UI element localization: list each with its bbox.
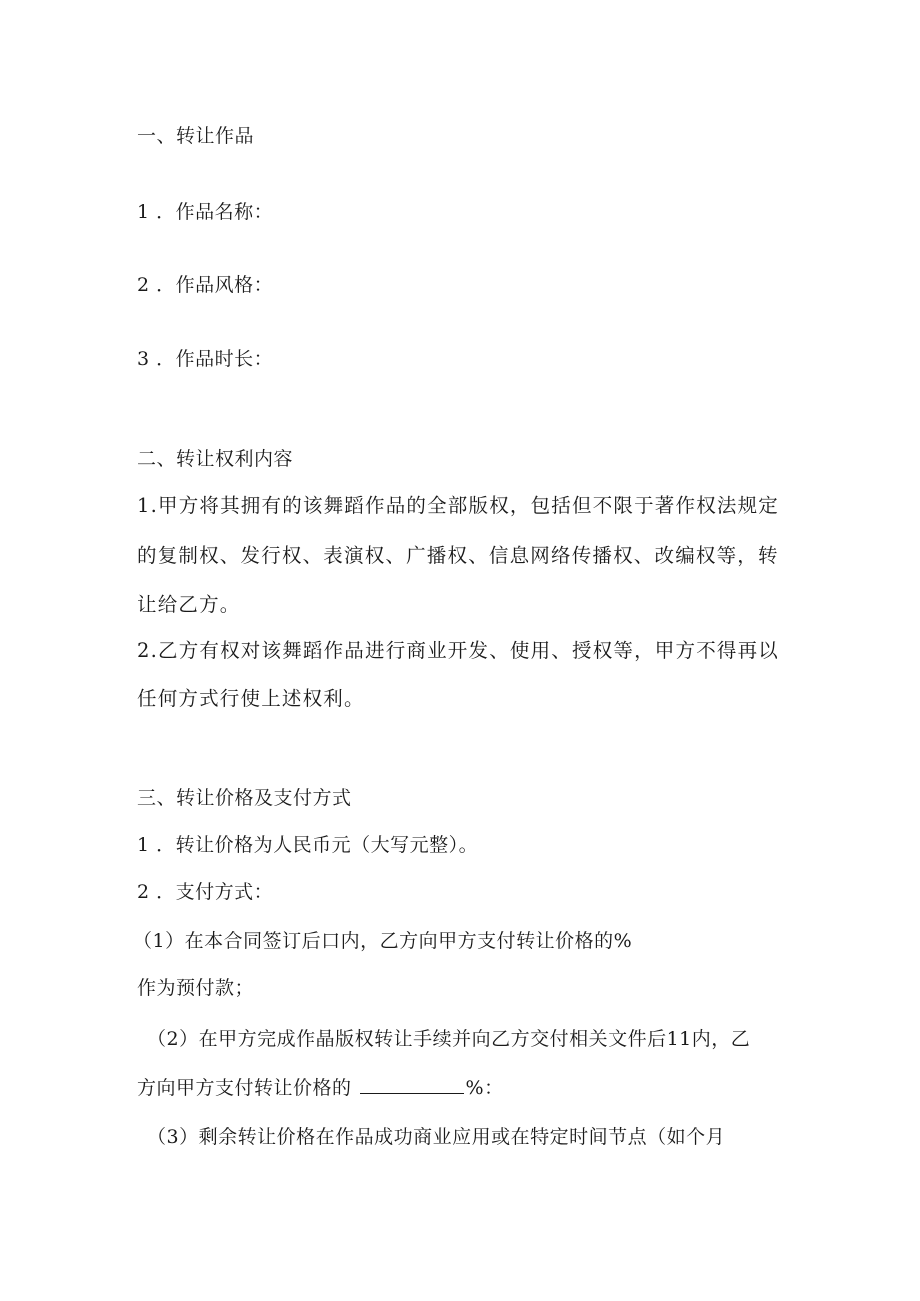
section2-para1-line1: 1.甲方将其拥有的该舞蹈作品的全部版权，包括但不限于著作权法规定 xyxy=(137,494,780,517)
section3-item-price: 1 ．转让价格为人民币元（大写元整）。 xyxy=(137,834,479,856)
payment-sub2-line1: （2）在甲方完成作晶版权转让手续并向乙方交付相关文件后11内，乙 xyxy=(147,1028,751,1050)
payment-sub2-text: 方向甲方支付转让价格的 xyxy=(137,1077,352,1099)
section1-item-name: 1 ．作品名称： xyxy=(137,201,274,223)
section2-heading: 二、转让权利内容 xyxy=(137,448,294,470)
section2-para1-line2: 的复制权、发行权、表演权、广播权、信息网络传播权、改编权等，转 xyxy=(137,544,779,567)
section1-item-duration: 3 ．作品时长： xyxy=(137,348,274,370)
section2-para1-line3: 让给乙方。 xyxy=(137,593,241,616)
payment-sub1-line2: 作为预付款； xyxy=(137,977,255,999)
section1-heading: 一、转让作品 xyxy=(137,125,255,147)
payment-sub3-line1: （3）剩余转让价格在作品成功商业应用或在特定时间节点（如个月 xyxy=(147,1126,726,1148)
section1-item-style: 2 ．作品风格： xyxy=(137,274,274,296)
payment-sub1-line1: （1）在本合同签订后口内，乙方向甲方支付转让价格的% xyxy=(133,930,633,952)
percentage-blank xyxy=(360,1075,464,1094)
section3-item-payment: 2 ．支付方式： xyxy=(137,881,274,903)
payment-sub2-percent: %： xyxy=(465,1077,504,1099)
section3-heading: 三、转让价格及支付方式 xyxy=(137,787,352,809)
section2-para2-line1: 2.乙方有权对该舞蹈作品进行商业开发、使用、授权等，甲方不得再以 xyxy=(137,639,780,662)
section2-para2-line2: 任何方式行使上述权利。 xyxy=(137,687,365,710)
payment-sub2-line2 xyxy=(137,1075,504,1101)
